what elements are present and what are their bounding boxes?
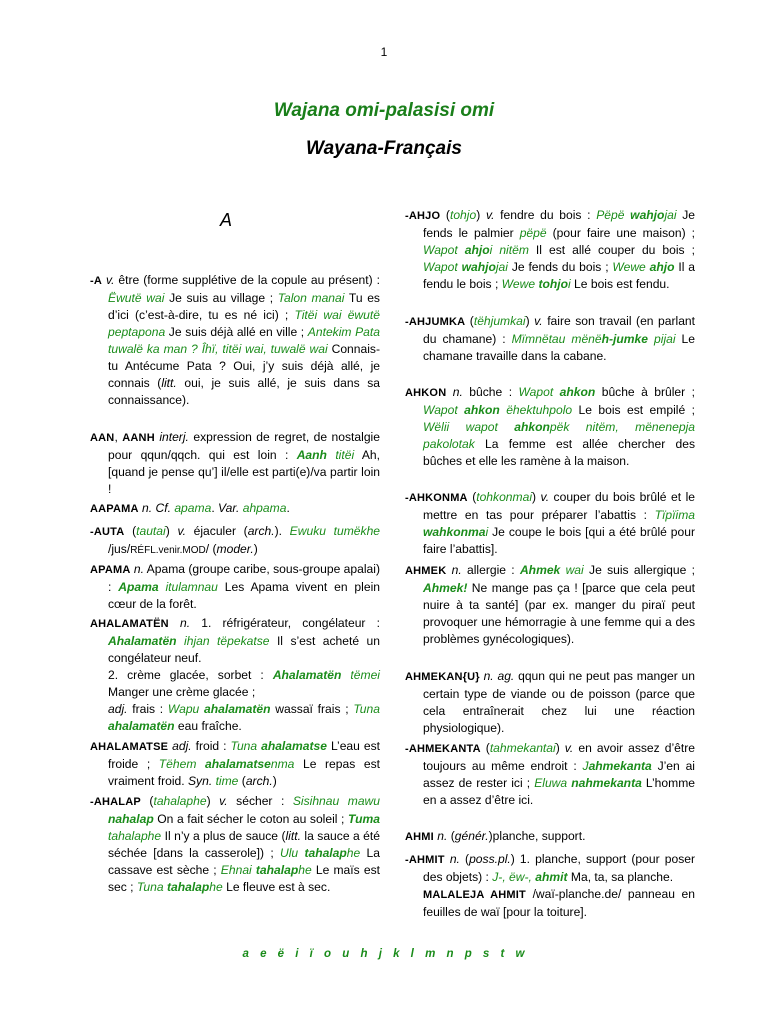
alphabet-navigation: a e ë i ï o u h j k l m n p s t w [242,948,526,960]
entry-ahmek: AHMEK n. allergie : Ahmek wai Je suis allergique ; Ahmek! Ne mange pas ça ! [parce que cela peut nuire à ta santé] (par ex. manger du piraï peut provoquer une hémorragie à une femme qui a des problèmes gynécologiques). [405,563,695,646]
entry-auta: -AUTA (tautai) v. éjaculer (arch.). Ewuku tumëkhe /jus/RÉFL.venir.MOD/ (moder.) [90,524,381,556]
entry-apama: APAMA n. Apama (groupe caribe, sous-groupe apalai) : Apama itulamnau Les Apama vivent en plein cœur de la forêt. [90,562,380,611]
page-subtitle: Wayana-Français [306,138,462,159]
entry-ahmekan: AHMEKAN{U} n. ag. qqun qui ne peut pas manger un certain type de viande ou de poisson (parce que cela entraînerait chez lui une réaction physiologique). [405,669,695,735]
entry-ahjumka: -AHJUMKA (tëhjumkai) v. faire son travail (en parlant du chamane) : Mïmnëtau mënëh-jumke pijai Le chamane travaille dans la cabane. [405,314,696,363]
entry-ahmit: -AHMIT n. (poss.pl.) 1. planche, support (pour poser des objets) : J-, ëw-, ahmit Ma, ta, sa planche. MALALEJA AHMIT /waï-planche.de/ panneau en feuilles de waï [pour la toiture]. [405,852,695,919]
entry-ahalamatse: AHALAMATSE adj. froid : Tuna ahalamatse L’eau est froide ; Tëhem ahalamatsenma Le repas est vraiment froid. Syn. time (arch.) [90,739,380,788]
entry-ahalamaten: AHALAMATËN n. 1. réfrigérateur, congélateur : Ahalamatën ihjan tëpekatse Il s’est acheté un congélateur neuf. 2. crème glacée, sorbet : Ahalamatën tëmei Manger une crème glacée ; adj. frais : Wapu ahalamatën wassaï frais ; Tuna ahalamatën eau fraîche. [90,616,380,733]
entry-aan: AAN, AANH interj. expression de regret, de nostalgie pour qqun/qqch. qui est loin : Aanh titëi Ah, [quand je pense qu’] il/elle est parti(e)/va partir loin ! [90,430,380,496]
entry-ahkonma: -AHKONMA (tohkonmai) v. couper du bois brûlé et le mettre en tas pour préparer l’abattis : Tïpïima wahkonmai Je coupe le bois [qui a été brûlé pour faire l’abattis]. [405,490,695,556]
entry-a: -A v. être (forme supplétive de la copule au présent) : Ëwutë wai Je suis au village ; Talon manai Tu es d’ici (c’est-à-dire, tu es né ici) ; Titëi wai ëwutë peptapona Je suis déjà allé en ville ; Antekim Pata tuwalë ka man ? Îhï, titëi wai, tuwalë wai Connais-tu Antécume Pata ? Oui, j’y suis déjà allé, je connais (litt. oui, je suis allé, je suis dans sa connaissance). [90,273,381,407]
entry-ahalap: -AHALAP (tahalaphe) v. sécher : Sisihnau mawu nahalap On a fait sécher le coton au soleil ; Tuma tahalaphe Il n’y a plus de sauce (litt. la sauce a été séchée [dans la casserole]) ; Ulu tahalaphe La cassave est sèche ; Ehnai tahalaphe Le maïs est sec ; Tuna tahalaphe Le fleuve est à sec. [90,794,381,894]
entry-ahkon: AHKON n. bûche : Wapot ahkon bûche à brûler ; Wapot ahkon ëhektuhpolo Le bois est empilé ; Wëlii wapot ahkonpëk nitëm, mënenepja pakolotak La femme est allée chercher des bûches et elle les ramène à la maison. [405,385,695,468]
page-title: Wajana omi-palasisi omi [273,100,495,121]
section-letter: A [220,210,233,230]
entry-aapama: AAPAMA n. Cf. apama. Var. ahpama. [90,501,290,515]
entry-ahjo: -AHJO (tohjo) v. fendre du bois : Pëpë wahjojai Je fends le palmier pëpë (pour faire une maison) ; Wapot ahjoi nitëm Il est allé couper du bois ; Wapot wahjojai Je fends du bois ; Wewe ahjo Il a fendu le bois ; Wewe tohjoi Le bois est fendu. [405,208,696,291]
page-number: 1 [380,45,388,59]
entry-ahmekanta: -AHMEKANTA (tahmekantai) v. en avoir assez d’être toujours au même endroit : Jahmekanta J’en ai assez de rester ici ; Eluwa nahmekanta L’homme en a assez d’être ici. [405,741,695,807]
entry-ahmi: AHMI n. (génér.)planche, support. [405,829,586,843]
